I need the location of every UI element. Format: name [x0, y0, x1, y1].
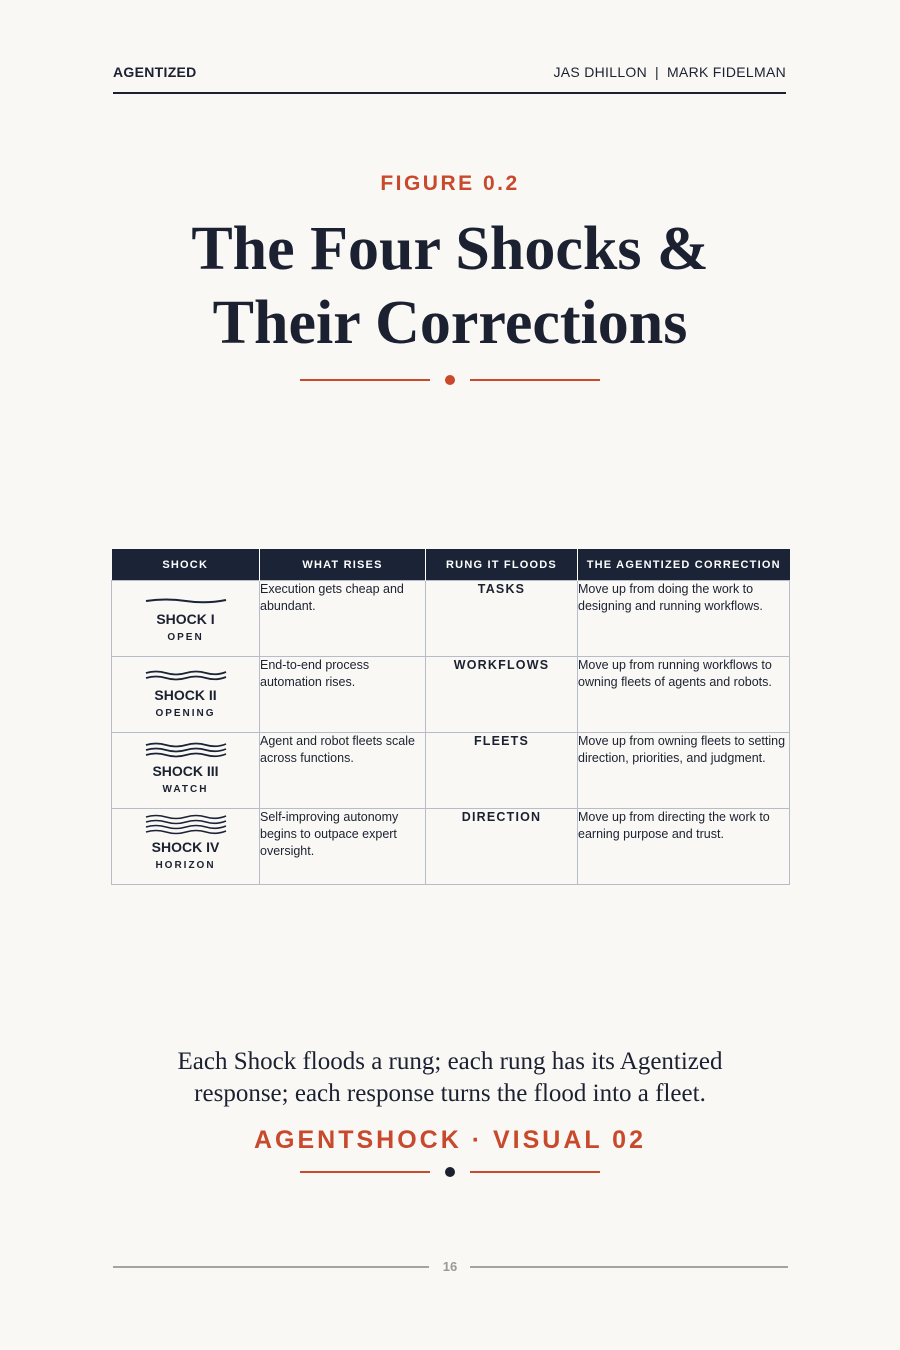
what-rises-cell: Agent and robot fleets scale across functions. [260, 733, 426, 809]
table-row [112, 733, 790, 809]
divider-line-left [300, 1171, 430, 1173]
author-1: JAS DHILLON [553, 64, 648, 80]
caption-divider [300, 1166, 600, 1178]
figure-title-line-1: The Four Shocks & [191, 215, 709, 283]
wave-2-icon [144, 657, 228, 683]
shock-status: WATCH [162, 784, 209, 795]
divider-line-right [470, 379, 600, 381]
author-separator: | [655, 64, 659, 80]
header-shock: SHOCK [112, 549, 260, 581]
header-agentized-correction: THE AGENTIZED CORRECTION [578, 549, 790, 581]
shock-cell [112, 657, 260, 733]
correction-cell: Move up from doing the work to designing and running workflows. [578, 581, 790, 657]
figure-label: FIGURE 0.2 [380, 172, 520, 195]
shock-name: SHOCK II [154, 687, 217, 703]
shock-cell [112, 581, 260, 657]
divider-dot [445, 375, 455, 385]
header-what-rises: WHAT RISES [260, 549, 426, 581]
shock-cell [112, 809, 260, 885]
figure-title [0, 212, 900, 360]
divider-line-right [470, 1171, 600, 1173]
table-header-row [112, 549, 790, 581]
table-row [112, 581, 790, 657]
rung-cell: WORKFLOWS [426, 657, 578, 733]
page-header [113, 64, 786, 94]
shock-name: SHOCK III [152, 763, 219, 779]
authors [553, 64, 786, 80]
rung-cell: TASKS [426, 581, 578, 657]
correction-cell: Move up from running workflows to owning fleets of agents and robots. [578, 657, 790, 733]
page-number: 16 [442, 1259, 458, 1274]
what-rises-cell: Self-improving autonomy begins to outpace expert oversight. [260, 809, 426, 885]
visual-label: AGENTSHOCK · VISUAL 02 [254, 1126, 646, 1154]
shocks-table [111, 549, 790, 885]
what-rises-cell: Execution gets cheap and abundant. [260, 581, 426, 657]
correction-cell: Move up from owning fleets to setting direction, priorities, and judgment. [578, 733, 790, 809]
wave-1-icon [144, 581, 228, 607]
title-divider [300, 374, 600, 386]
book-title: AGENTIZED [113, 64, 197, 80]
figure-caption [0, 1046, 900, 1110]
divider-line-left [300, 379, 430, 381]
shock-status: HORIZON [155, 860, 216, 871]
shock-status: OPEN [167, 632, 204, 643]
what-rises-cell: End-to-end process automation rises. [260, 657, 426, 733]
shock-name: SHOCK I [156, 611, 215, 627]
caption-line-1: Each Shock floods a rung; each rung has its Agentized [177, 1048, 723, 1075]
figure-title-line-2: Their Corrections [212, 289, 688, 357]
table-row [112, 809, 790, 885]
wave-4-icon [144, 809, 228, 835]
divider-dot [445, 1167, 455, 1177]
caption-line-2: response; each response turns the flood into a fleet. [194, 1080, 706, 1107]
shock-name: SHOCK IV [151, 839, 220, 855]
correction-cell: Move up from directing the work to earning purpose and trust. [578, 809, 790, 885]
table-row [112, 657, 790, 733]
shock-status: OPENING [155, 708, 216, 719]
rung-cell: DIRECTION [426, 809, 578, 885]
header-rung-it-floods: RUNG IT FLOODS [426, 549, 578, 581]
author-2: MARK FIDELMAN [666, 64, 786, 80]
rung-cell: FLEETS [426, 733, 578, 809]
wave-3-icon [144, 733, 228, 759]
shock-cell [112, 733, 260, 809]
